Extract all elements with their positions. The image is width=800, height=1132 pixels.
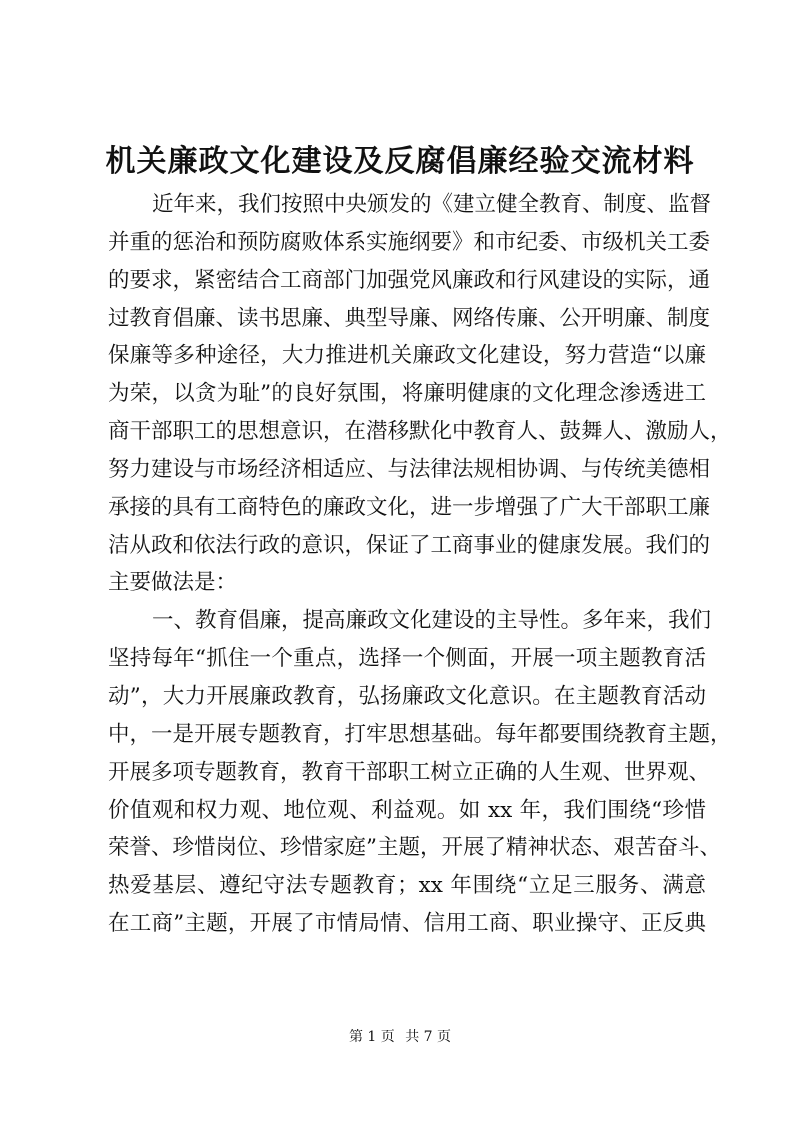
paragraph-line: 荣誉、珍惜岗位、珍惜家庭”主题，开展了精神状态、艰苦奋斗、	[108, 835, 721, 861]
paragraph-line: 承接的具有工商特色的廉政文化，进一步增强了广大干部职工廉	[108, 494, 711, 520]
paragraph-line: 过教育倡廉、读书思廉、典型导廉、网络传廉、公开明廉、制度	[108, 305, 711, 331]
paragraph-line: 努力建设与市场经济相适应、与法律法规相协调、与传统美德相	[108, 456, 711, 482]
document-title: 机关廉政文化建设及反腐倡廉经验交流材料	[105, 144, 695, 179]
paragraph-line: 中，一是开展专题教育，打牢思想基础。每年都要围绕教育主题，	[108, 721, 732, 747]
paragraph-line: 热爱基层、遵纪守法专题教育；xx 年围绕“立足三服务、满意	[108, 873, 706, 899]
paragraph-line: 商干部职工的思想意识，在潜移默化中教育人、鼓舞人、激励人，	[108, 419, 732, 445]
paragraph-line: 近年来，我们按照中央颁发的《建立健全教育、制度、监督	[152, 192, 712, 217]
document-body	[108, 186, 732, 943]
paragraph-line: 的要求，紧密结合工商部门加强党风廉政和行风建设的实际，通	[108, 267, 711, 293]
paragraph-line: 价值观和权力观、地位观、利益观。如 xx 年，我们围绕“珍惜	[108, 797, 706, 823]
paragraph-line: 保廉等多种途径，大力推进机关廉政文化建设，努力营造“以廉	[108, 343, 706, 369]
page-number: 第 1 页	[348, 1029, 395, 1045]
paragraph-line: 洁从政和依法行政的意识，保证了工商事业的健康发展。我们的	[108, 532, 711, 558]
paragraph-line: 为荣，以贪为耻”的良好氛围，将廉明健康的文化理念渗透进工	[108, 381, 706, 407]
paragraph-line: 一、教育倡廉，提高廉政文化建设的主导性。多年来，我们	[152, 608, 712, 634]
paragraph-line: 主要做法是：	[108, 570, 238, 596]
paragraph-line: 坚持每年“抓住一个重点，选择一个侧面，开展一项主题教育活	[108, 646, 706, 672]
page-footer	[0, 1027, 800, 1047]
paragraph-line: 开展多项专题教育，教育干部职工树立正确的人生观、世界观、	[108, 759, 711, 785]
page-total: 共 7 页	[405, 1029, 452, 1045]
paragraph-line: 动”，大力开展廉政教育，弘扬廉政文化意识。在主题教育活动	[108, 683, 706, 709]
paragraph-line: 在工商”主题，开展了市情局情、信用工商、职业操守、正反典	[108, 911, 706, 937]
paragraph-line: 并重的惩治和预防腐败体系实施纲要》和市纪委、市级机关工委	[108, 229, 711, 255]
